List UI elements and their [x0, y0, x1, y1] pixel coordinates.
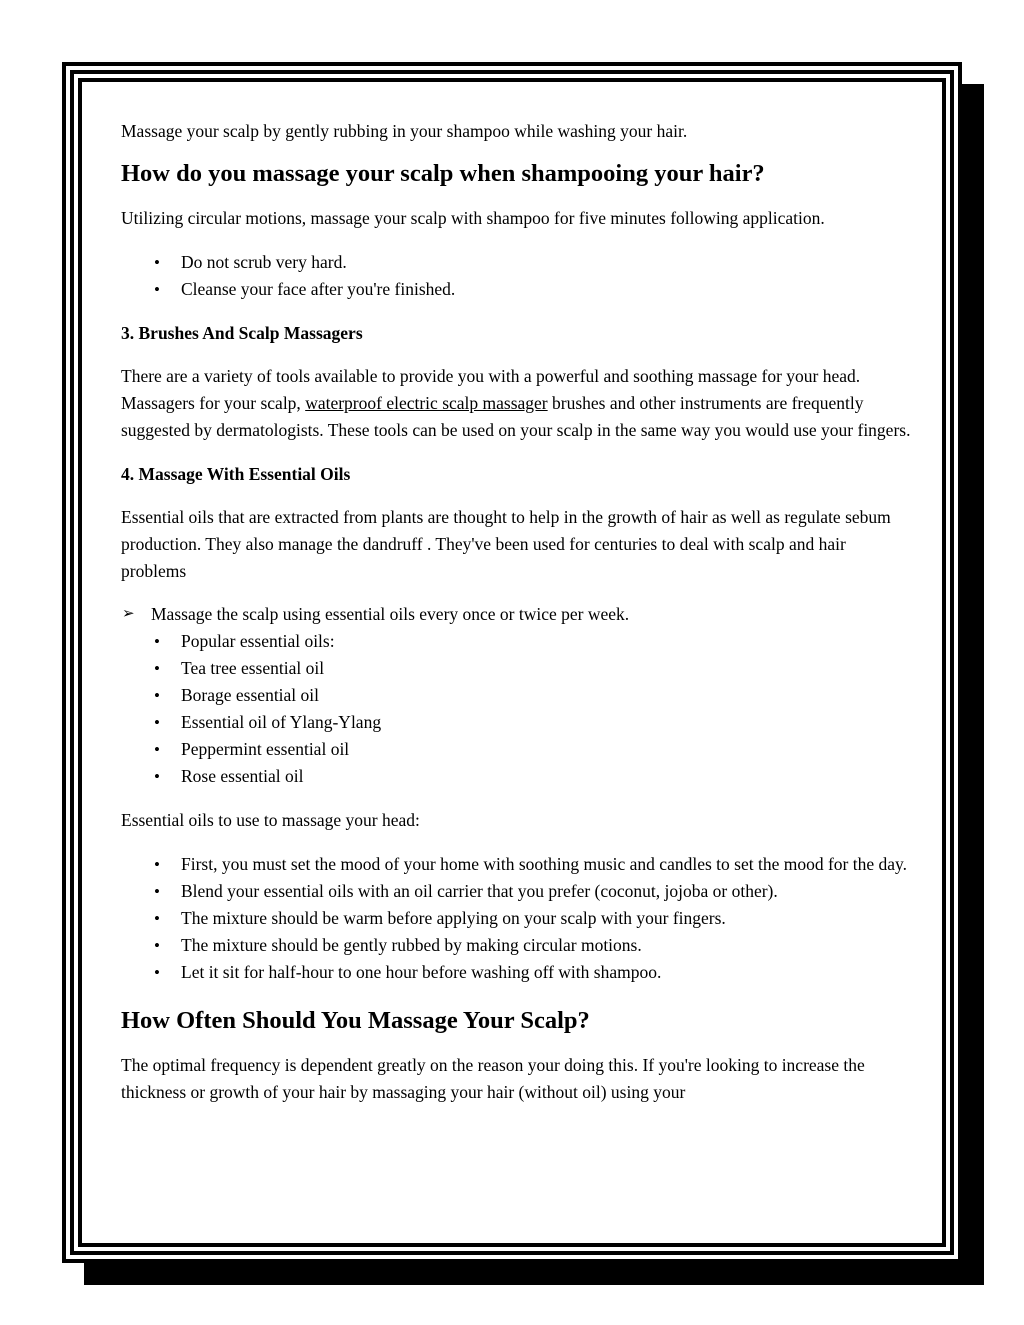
- heading-how-often: How Often Should You Massage Your Scalp?: [121, 1007, 590, 1034]
- arrow-list-item: ➢ Massage the scalp using essential oils every once or twice per week.: [121, 601, 911, 628]
- list-item: • Cleanse your face after you're finished.: [121, 276, 911, 303]
- steps-list: [121, 851, 911, 986]
- heading-how-to-massage: How do you massage your scalp when shampooing your hair?: [121, 160, 765, 187]
- paragraph-oils-to-use: Essential oils to use to massage your head:: [121, 810, 420, 830]
- paragraph-essential-oils: Essential oils that are extracted from plants are thought to help in the growth of hair as well as regulate sebum production. They also manage the dandruff . They've been used for centuries to deal with scalp and hair problems: [121, 507, 891, 581]
- list-item: • Let it sit for half-hour to one hour before washing off with shampoo.: [121, 959, 911, 986]
- bullet-icon: •: [154, 253, 160, 272]
- list-item: • Tea tree essential oil: [121, 655, 911, 682]
- bullet-icon: •: [154, 936, 160, 955]
- bullet-icon: •: [154, 713, 160, 732]
- bullet-icon: •: [154, 767, 160, 786]
- bullet-icon: •: [154, 686, 160, 705]
- bullet-icon: •: [154, 882, 160, 901]
- heading-essential-oils: 4. Massage With Essential Oils: [121, 464, 351, 484]
- article-content: [121, 118, 911, 1106]
- list-item: • Essential oil of Ylang-Ylang: [121, 709, 911, 736]
- paragraph-frequency: The optimal frequency is dependent greatly on the reason your doing this. If you're looking to increase the thickness or growth of your hair by massaging your hair (without oil) using your: [121, 1055, 865, 1102]
- bullet-icon: •: [154, 659, 160, 678]
- heading-brushes: 3. Brushes And Scalp Massagers: [121, 323, 363, 343]
- list-item: • Borage essential oil: [121, 682, 911, 709]
- paragraph-circular-motions: Utilizing circular motions, massage your scalp with shampoo for five minutes following application.: [121, 208, 825, 228]
- list-item: • Blend your essential oils with an oil carrier that you prefer (coconut, jojoba or other).: [121, 878, 911, 905]
- bullet-icon: •: [154, 963, 160, 982]
- tips-list: [121, 249, 911, 303]
- intro-paragraph: Massage your scalp by gently rubbing in your shampoo while washing your hair.: [121, 121, 688, 141]
- bullet-icon: •: [154, 280, 160, 299]
- list-item: • Do not scrub very hard.: [121, 249, 911, 276]
- bullet-icon: •: [154, 740, 160, 759]
- list-item: • Peppermint essential oil: [121, 736, 911, 763]
- list-item: • Rose essential oil: [121, 763, 911, 790]
- paragraph-tools: There are a variety of tools available to provide you with a powerful and soothing massage for your head. Massagers for your scalp, waterproof electric scalp massager brushes and other instruments are frequently suggested by dermatologists. These tools can be used on your scalp in the same way you would use your fingers.: [121, 366, 911, 440]
- bullet-icon: •: [154, 909, 160, 928]
- list-item: • The mixture should be warm before applying on your scalp with your fingers.: [121, 905, 911, 932]
- list-item: • The mixture should be gently rubbed by making circular motions.: [121, 932, 911, 959]
- arrow-bullet-icon: ➢: [122, 606, 135, 622]
- list-item: • First, you must set the mood of your home with soothing music and candles to set the mood for the day.: [121, 851, 911, 878]
- list-item: • Popular essential oils:: [121, 628, 911, 655]
- scalp-massager-link[interactable]: waterproof electric scalp massager: [305, 393, 548, 413]
- bullet-icon: •: [154, 855, 160, 874]
- bullet-icon: •: [154, 632, 160, 651]
- oils-list: [121, 628, 911, 790]
